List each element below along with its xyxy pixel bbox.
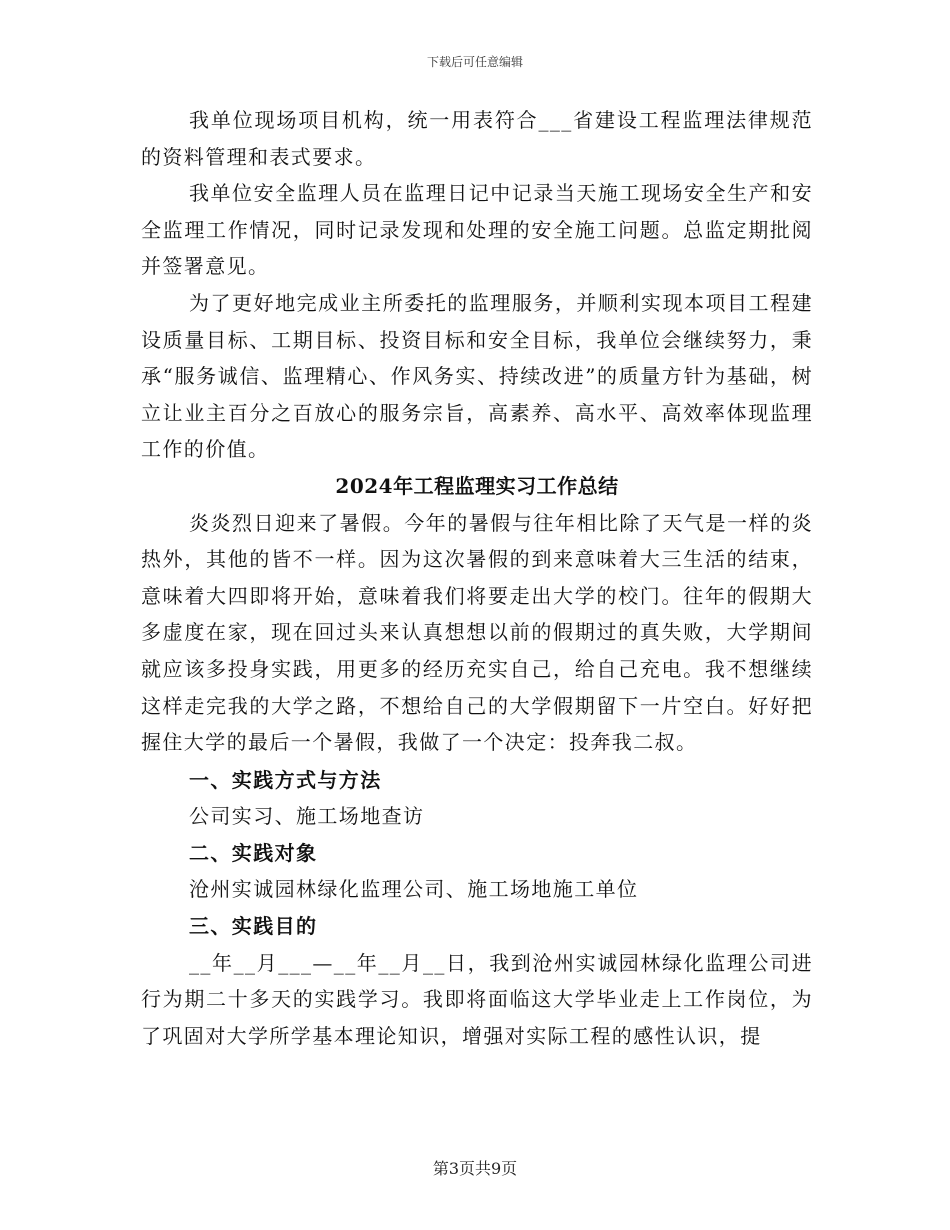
paragraph-forms: 我单位现场项目机构，统一用表符合___省建设工程监理法律规范的资料管理和表式要求。 — [141, 108, 813, 169]
section-body-object: 沧州实诚园林绿化监理公司、施工场地施工单位 — [189, 877, 639, 902]
page-header: 下载后可任意编辑 — [426, 55, 523, 69]
section-heading-purpose: 三、实践目的 — [189, 914, 318, 939]
document-title: 2024年工程监理实习工作总结 — [335, 473, 619, 498]
document-body — [141, 102, 813, 1054]
paragraph-commitment: 为了更好地完成业主所委托的监理服务，并顺利实现本项目工程建设质量目标、工期目标、投资目标和安全目标，我单位会继续努力，秉承“服务诚信、监理精心、作风务实、持续改进”的质量方针为基础，树立让业主百分之百放心的服务宗旨，高素养、高水平、高效率体现监理工作的价值。 — [141, 290, 813, 462]
section-body-method: 公司实习、施工场地查访 — [189, 804, 425, 829]
section-heading-object: 二、实践对象 — [189, 840, 318, 865]
paragraph-safety: 我单位安全监理人员在监理日记中记录当天施工现场安全生产和安全监理工作情况，同时记录发现和处理的安全施工问题。总监定期批阅并签署意见。 — [141, 181, 813, 279]
section-body-purpose: __年__月___—__年__月__日，我到沧州实诚园林绿化监理公司进行为期二十多天的实践学习。我即将面临这大学毕业走上工作岗位，为了巩固对大学所学基本理论知识，增强对实际工程的感性认识，提 — [141, 950, 813, 1048]
section-heading-method: 一、实践方式与方法 — [189, 767, 382, 792]
paragraph-summer-intro: 炎炎烈日迎来了暑假。今年的暑假与往年相比除了天气是一样的炎热外，其他的皆不一样。因为这次暑假的到来意味着大三生活的结束，意味着大四即将开始，意味着我们将要走出大学的校门。往年的假期大多虚度在家，现在回过头来认真想想以前的假期过的真失败，大学期间就应该多投身实践，用更多的经历充实自己，给自己充电。我不想继续这样走完我的大学之路，不想给自己的大学假期留下一片空白。好好把握住大学的最后一个暑假，我做了一个决定：投奔我二叔。 — [141, 510, 813, 755]
page-footer: 第3页共9页 — [432, 1159, 518, 1178]
